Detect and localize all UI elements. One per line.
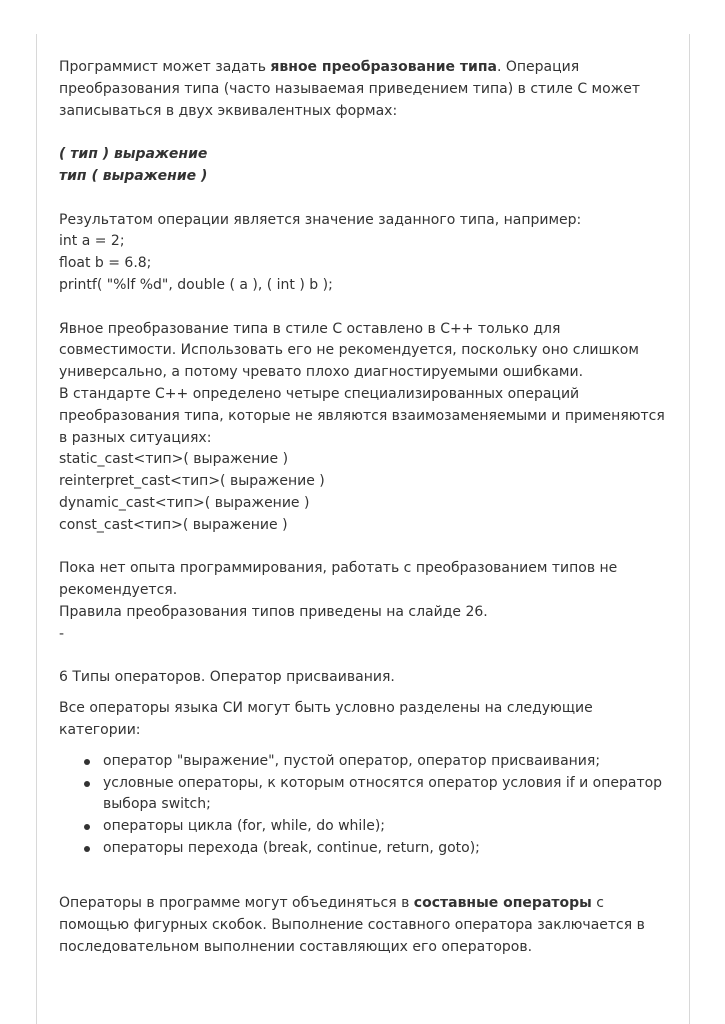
example-intro: Результатом операции является значение заданного типа, например: [59,211,582,228]
paragraph-rules-ref: Правила преобразования типов приведены на слайде 26. [59,603,488,620]
bullet-icon [84,846,90,852]
section-title: 6 Типы операторов. Оператор присваивания. [59,669,395,686]
section-intro: Все операторы языка СИ могут быть условно разделены на следующие категории: [59,700,593,738]
text: Программист может задать [59,59,271,75]
code-line-3: printf( "%lf %d", double ( a ), ( int ) b ); [59,276,333,293]
paragraph-cpp-casts: В стандарте С++ определено четыре специализированных операций преобразования типа, которые не являются взаимозаменяемыми и применяются в разных ситуациях: [59,385,665,446]
bullet-icon [84,781,90,787]
document-content [59,57,671,959]
paragraph-compound-statements [59,893,671,958]
operator-categories-list [59,751,671,860]
list-item-text: операторы цикла (for, while, do while); [103,818,385,835]
list-item-text: оператор "выражение", пустой оператор, оператор присваивания; [103,752,601,769]
list-item [59,773,671,817]
list-item-text: операторы перехода (break, continue, return, goto); [103,839,480,856]
bullet-icon [84,824,90,830]
text: с помощью фигурных скобок. Выполнение составного оператора заключается в последовательном выполнении составляющих его операторов. [59,895,645,956]
paragraph-c-style-cast: Явное преобразование типа в стиле С оставлено в С++ только для совместимости. Использовать его не рекомендуется, поскольку оно слишком универсально, а потому чревато плохо диагностируемыми ошибками. [59,320,639,381]
dash-separator: - [59,625,65,642]
text: . Операция преобразования типа (часто называемая приведением типа) в стиле С может записываться в двух эквивалентных формах: [59,59,641,119]
cast-static: static_cast<тип>( выражение ) [59,451,289,468]
text: Операторы в программе могут объединяться в [59,895,414,912]
cast-dynamic: dynamic_cast<тип>( выражение ) [59,494,310,511]
bold-term-explicit-conversion: явное преобразование типа [270,59,497,75]
paragraph-explicit-conversion [59,57,671,122]
cast-const: const_cast<тип>( выражение ) [59,516,288,533]
bold-term-compound: составные операторы [413,895,592,912]
cast-reinterpret: reinterpret_cast<тип>( выражение ) [59,473,325,490]
list-item [59,838,671,860]
form-2: тип ( выражение ) [59,167,208,184]
code-line-2: float b = 6.8; [59,255,152,272]
list-item-text: условные операторы, к которым относятся оператор условия if и оператор выбора switch; [103,774,663,813]
list-item [59,751,671,773]
paragraph-advice: Пока нет опыта программирования, работать с преобразованием типов не рекомендуется. [59,560,618,599]
bullet-icon [84,759,90,765]
list-item [59,816,671,838]
form-1: ( тип ) выражение [59,146,208,163]
code-line-1: int a = 2; [59,233,125,250]
